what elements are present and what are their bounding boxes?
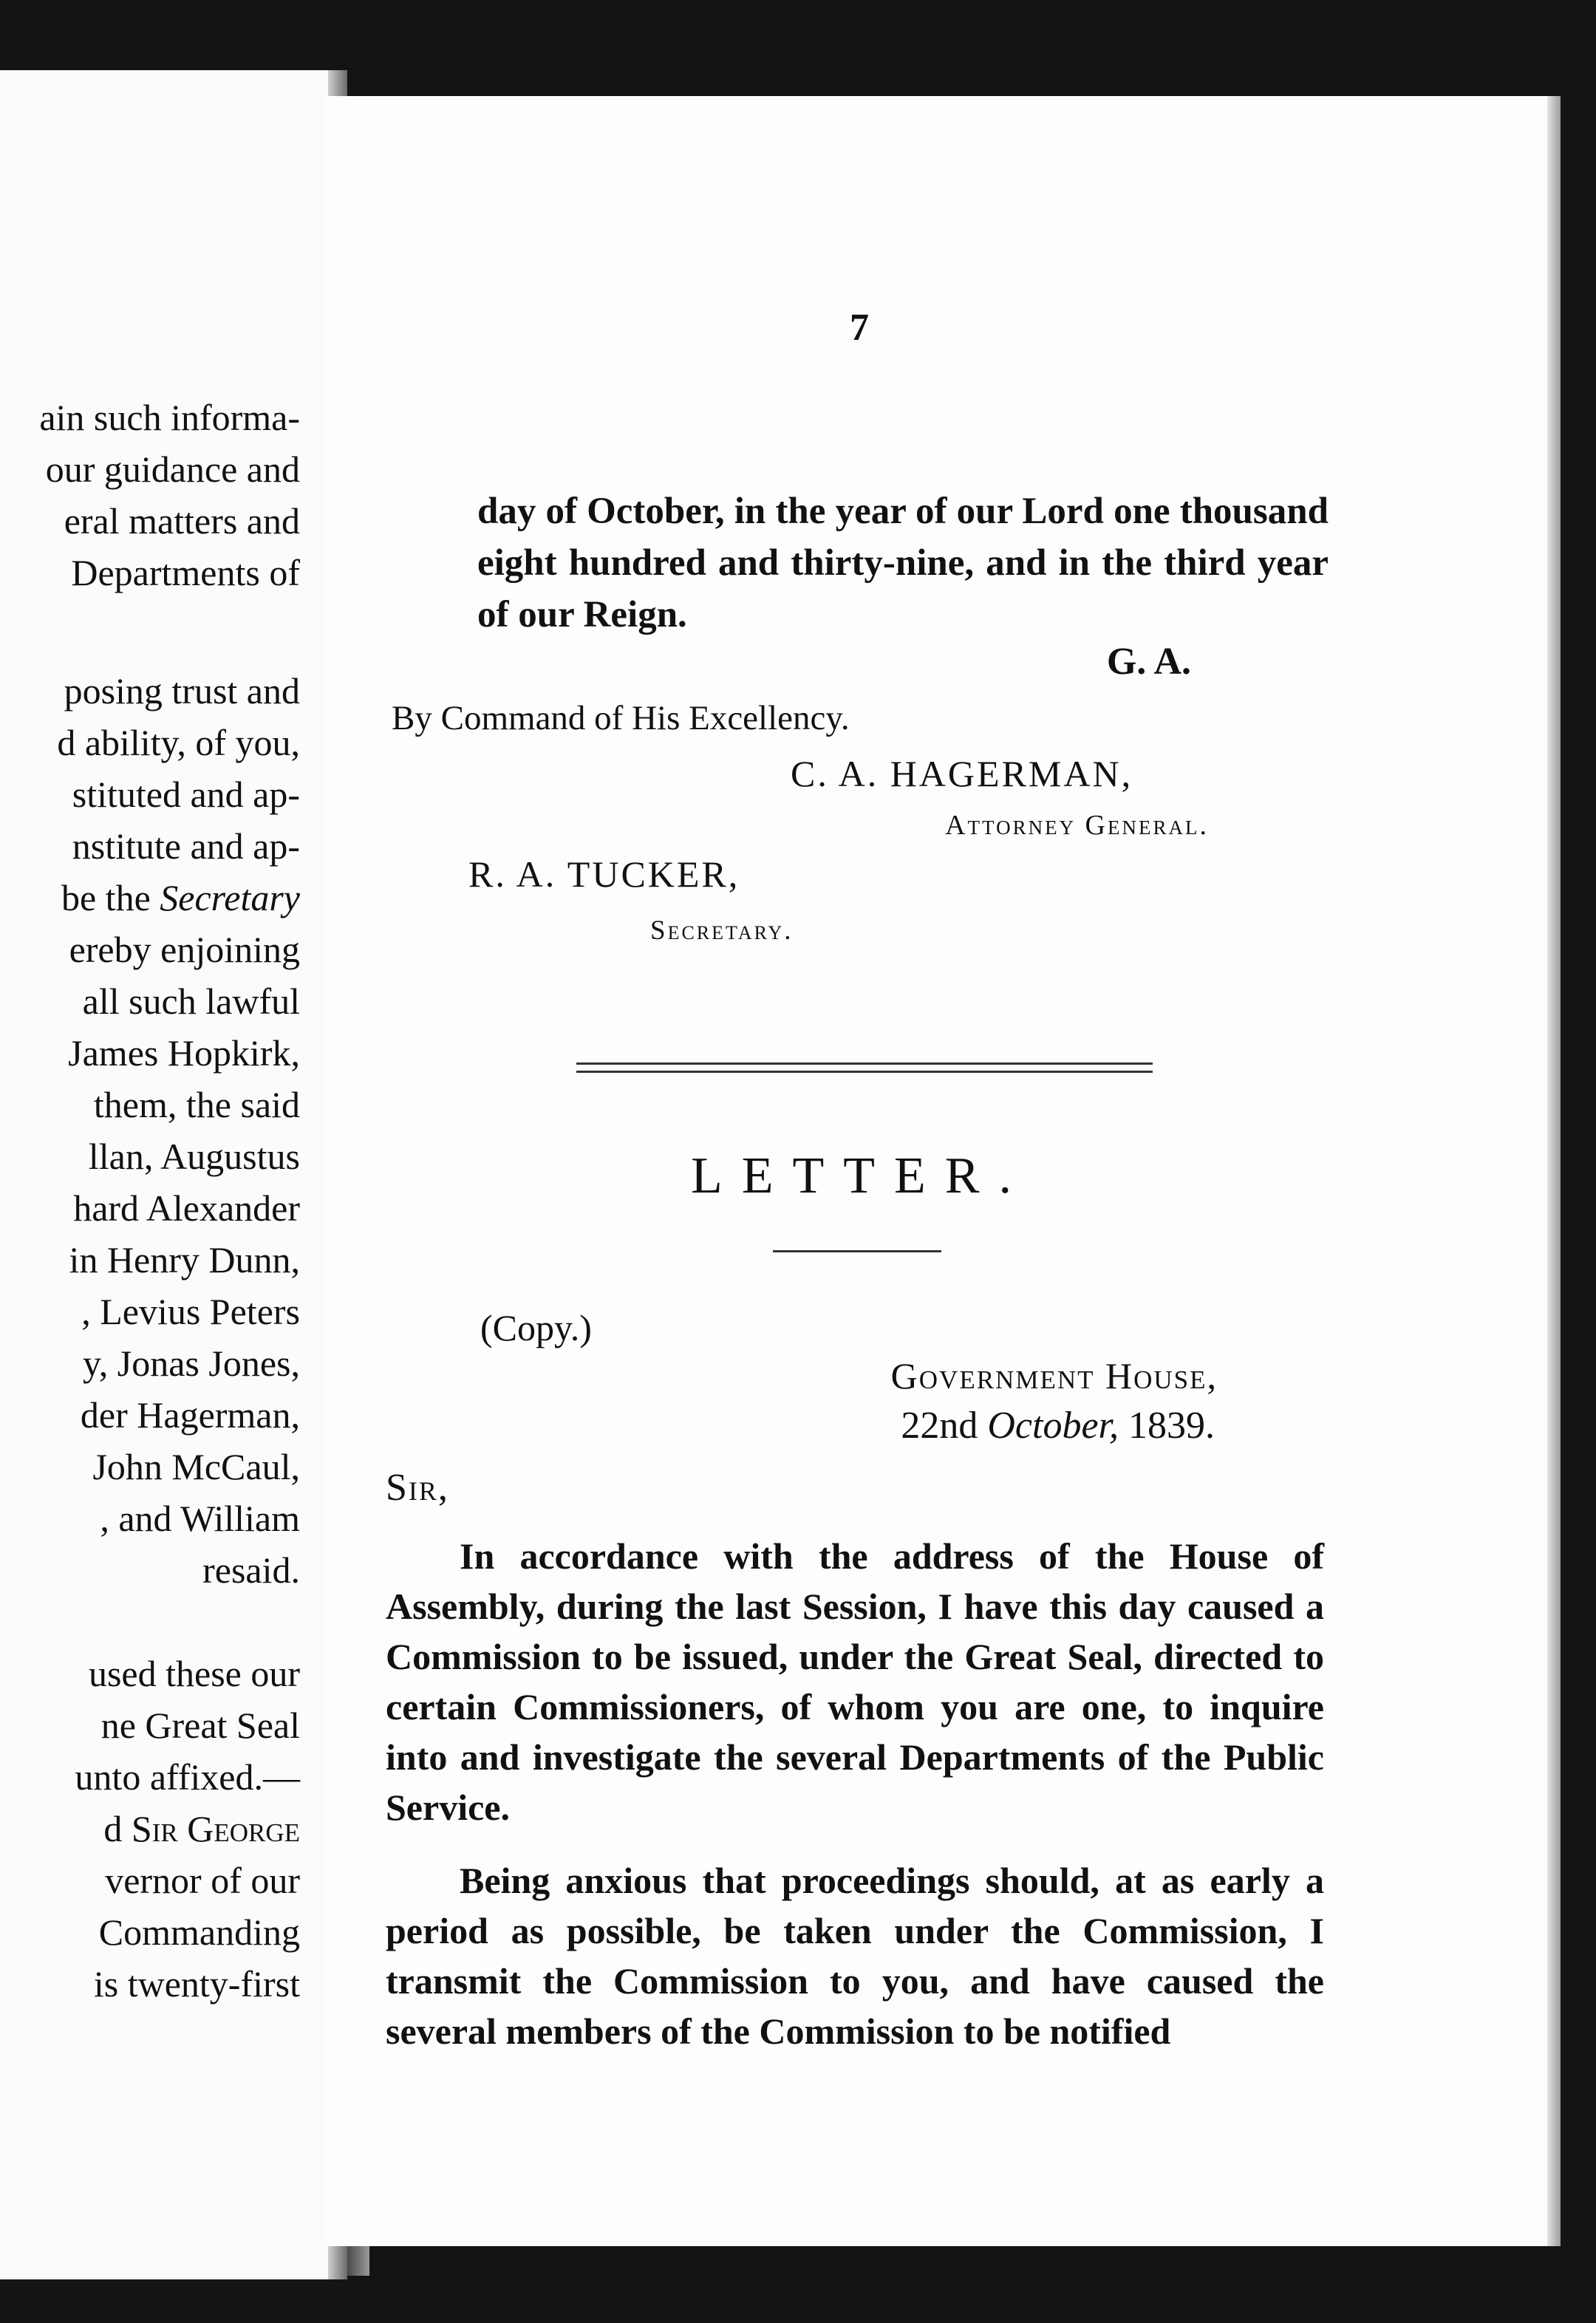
short-rule-divider bbox=[773, 1250, 941, 1252]
signatory-title: Secretary. bbox=[650, 915, 794, 946]
left-line: d ability, of you, bbox=[57, 722, 300, 763]
date-month: October, bbox=[987, 1405, 1119, 1447]
left-line: them, the said bbox=[93, 1084, 300, 1125]
left-line: vernor of our bbox=[105, 1860, 300, 1901]
left-line: llan, Augustus bbox=[88, 1136, 300, 1177]
left-line: , Levius Peters bbox=[81, 1291, 300, 1332]
signatory-name: R. A. TUCKER, bbox=[468, 853, 740, 895]
left-line-text: be the bbox=[61, 877, 160, 918]
date-day: 22nd bbox=[901, 1405, 988, 1447]
letter-date bbox=[901, 1404, 1215, 1448]
left-line bbox=[103, 1807, 300, 1851]
left-line: Departments of bbox=[71, 552, 300, 593]
left-line: unto affixed.— bbox=[75, 1756, 300, 1798]
right-page bbox=[325, 96, 1561, 2246]
left-line: used these our bbox=[88, 1653, 300, 1694]
left-line: eral matters and bbox=[64, 500, 300, 542]
left-line: hard Alexander bbox=[73, 1187, 300, 1229]
left-line: y, Jonas Jones, bbox=[83, 1343, 300, 1384]
small-caps-name: Sir George bbox=[131, 1808, 300, 1849]
signatory-name: C. A. HAGERMAN, bbox=[791, 753, 1133, 794]
left-line: Commanding bbox=[98, 1911, 300, 1953]
left-line: James Hopkirk, bbox=[68, 1032, 300, 1074]
left-line-text: d bbox=[103, 1808, 132, 1849]
left-page bbox=[0, 70, 347, 2279]
left-line: nstitute and ap- bbox=[72, 825, 300, 867]
left-line bbox=[61, 876, 300, 920]
left-line: der Hagerman, bbox=[80, 1394, 300, 1436]
left-line: posing trust and bbox=[64, 670, 300, 712]
left-line: John McCaul, bbox=[92, 1446, 300, 1487]
double-rule-divider bbox=[576, 1062, 1153, 1073]
left-line: ain such informa- bbox=[39, 397, 300, 438]
left-line: all such lawful bbox=[82, 980, 300, 1022]
section-heading: LETTER. bbox=[691, 1147, 1031, 1204]
letter-paragraph: Being anxious that proceedings should, at as early a period as possible, be taken under the Commission, I transmit the Commission to you, and have caused the several members of the Commission to be notified bbox=[386, 1860, 1324, 2052]
signatory-title: Attorney General. bbox=[945, 810, 1209, 841]
italic-word: Secretary bbox=[160, 877, 300, 918]
page-number: 7 bbox=[850, 307, 869, 349]
continuation-paragraph: day of October, in the year of our Lord one thousand eight hundred and thirty-nine, and in the third year of our Reign. bbox=[477, 491, 1329, 635]
royal-initials: G. A. bbox=[1106, 641, 1191, 683]
copy-note: (Copy.) bbox=[480, 1307, 592, 1348]
command-line: By Command of His Excellency. bbox=[392, 699, 850, 737]
letter-paragraph: In accordance with the address of the House of Assembly, during the last Session, I have this day caused a Commission to be issued, under the Great Seal, directed to certain Commissioners, of whom you are one, to inquire into and investigate the several Departments of the Public Service. bbox=[386, 1535, 1324, 1828]
left-line: our guidance and bbox=[45, 448, 300, 490]
left-line: is twenty-first bbox=[93, 1963, 300, 2005]
left-line: ne Great Seal bbox=[100, 1705, 300, 1746]
date-year: 1839. bbox=[1119, 1405, 1215, 1447]
left-line: in Henry Dunn, bbox=[69, 1239, 300, 1280]
left-line: stituted and ap- bbox=[72, 774, 300, 815]
letter-place: Government House, bbox=[890, 1355, 1218, 1396]
salutation: Sir, bbox=[386, 1467, 449, 1509]
left-line: resaid. bbox=[202, 1549, 300, 1591]
left-line: , and William bbox=[100, 1498, 300, 1539]
left-line: ereby enjoining bbox=[69, 929, 300, 970]
right-page-edge-shadow bbox=[1547, 96, 1561, 2246]
